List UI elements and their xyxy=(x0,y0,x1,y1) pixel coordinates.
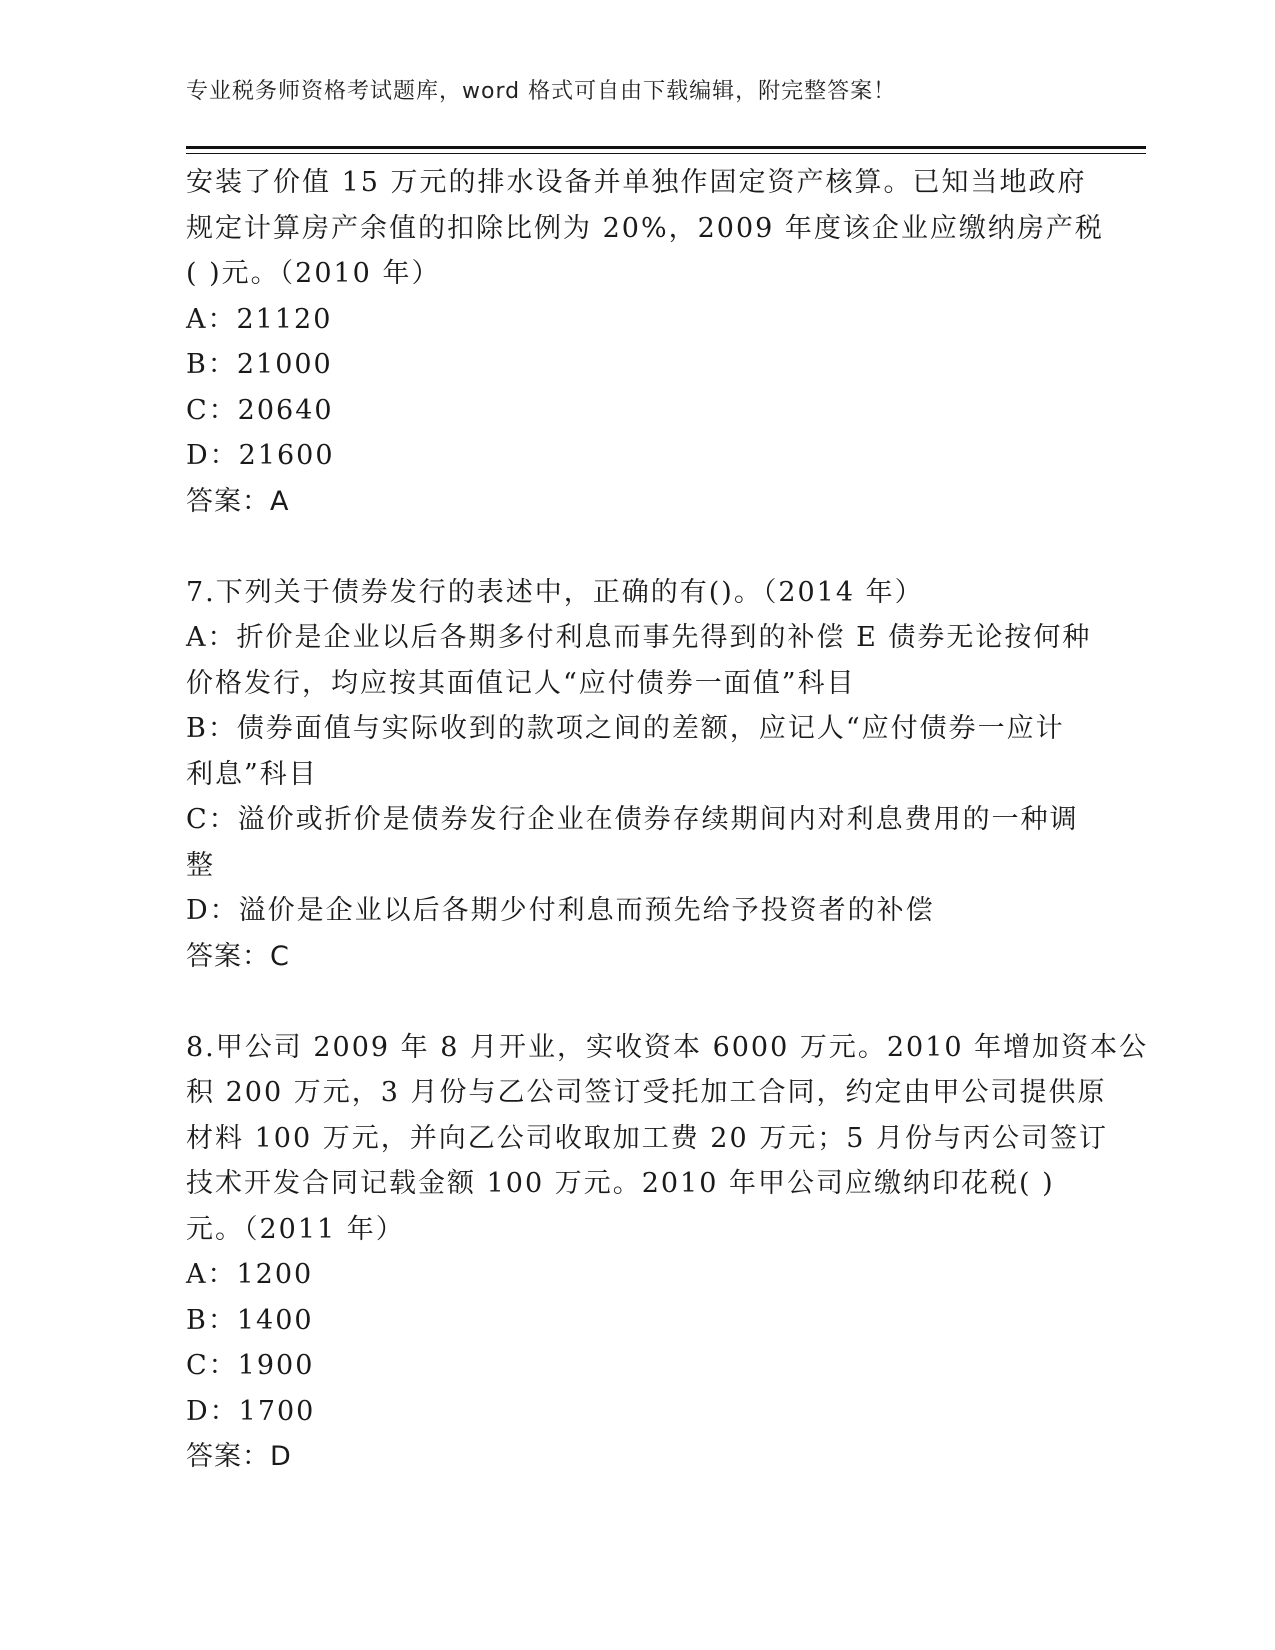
option-d: D：21600 xyxy=(186,440,335,471)
option-c: C：1900 xyxy=(186,1350,315,1381)
question-6 xyxy=(186,160,1104,524)
question-stem-line: 规定计算房产余值的扣除比例为 20%，2009 年度该企业应缴纳房产税 xyxy=(186,212,1104,244)
question-stem-line: 元。（2011 年） xyxy=(186,1213,405,1245)
option-c: C：溢价或折价是债券发行企业在债券存续期间内对利息费用的一种调 xyxy=(186,804,1079,835)
option-a: A：折价是企业以后各期多付利息而事先得到的补偿 E 债券无论按何种 xyxy=(186,622,1092,653)
question-stem-line: ( )元。（2010 年） xyxy=(186,258,441,289)
option-b: B：债券面值与实际收到的款项之间的差额，应记人“应付债券一应计 xyxy=(186,713,1065,744)
option-b: B：21000 xyxy=(186,349,333,380)
page-header: 专业税务师资格考试题库，word 格式可自由下载编辑，附完整答案！ xyxy=(186,79,897,104)
spacer xyxy=(186,979,1086,1025)
answer-label: 答案：C xyxy=(186,940,290,972)
option-d: D：1700 xyxy=(186,1395,316,1427)
option-a: A：1200 xyxy=(186,1259,314,1290)
answer-label: 答案：D xyxy=(186,1441,292,1472)
option-b-continued: 利息”科目 xyxy=(186,758,318,790)
question-stem-line: 安装了价值 15 万元的排水设备并单独作固定资产核算。已知当地政府 xyxy=(186,167,1087,198)
question-content xyxy=(186,160,1149,1480)
question-stem-line: 7.下列关于债券发行的表述中，正确的有()。（2014 年） xyxy=(186,576,924,608)
question-7 xyxy=(186,570,1092,980)
option-c-continued: 整 xyxy=(186,849,215,881)
option-c: C：20640 xyxy=(186,394,334,426)
option-a: A：21120 xyxy=(186,303,333,335)
question-8 xyxy=(186,1025,1149,1480)
question-stem-line: 积 200 万元，3 月份与乙公司签订受托加工合同，约定由甲公司提供原 xyxy=(186,1077,1107,1108)
spacer xyxy=(186,524,1086,570)
header-rule-thick xyxy=(186,146,1146,149)
option-b: B：1400 xyxy=(186,1304,314,1336)
question-stem-line: 技术开发合同记载金额 100 万元。2010 年甲公司应缴纳印花税( ) xyxy=(186,1168,1055,1199)
header-rule-thin xyxy=(186,153,1146,154)
option-a-continued: 价格发行，均应按其面值记人“应付债券一面值”科目 xyxy=(186,667,856,699)
question-stem-line: 8.甲公司 2009 年 8 月开业，实收资本 6000 万元。2010 年增加资本公 xyxy=(186,1031,1149,1063)
question-stem-line: 材料 100 万元，并向乙公司收取加工费 20 万元；5 月份与丙公司签订 xyxy=(186,1122,1108,1154)
answer-label: 答案：A xyxy=(186,485,290,517)
option-d: D：溢价是企业以后各期少付利息而预先给予投资者的补偿 xyxy=(186,895,935,926)
